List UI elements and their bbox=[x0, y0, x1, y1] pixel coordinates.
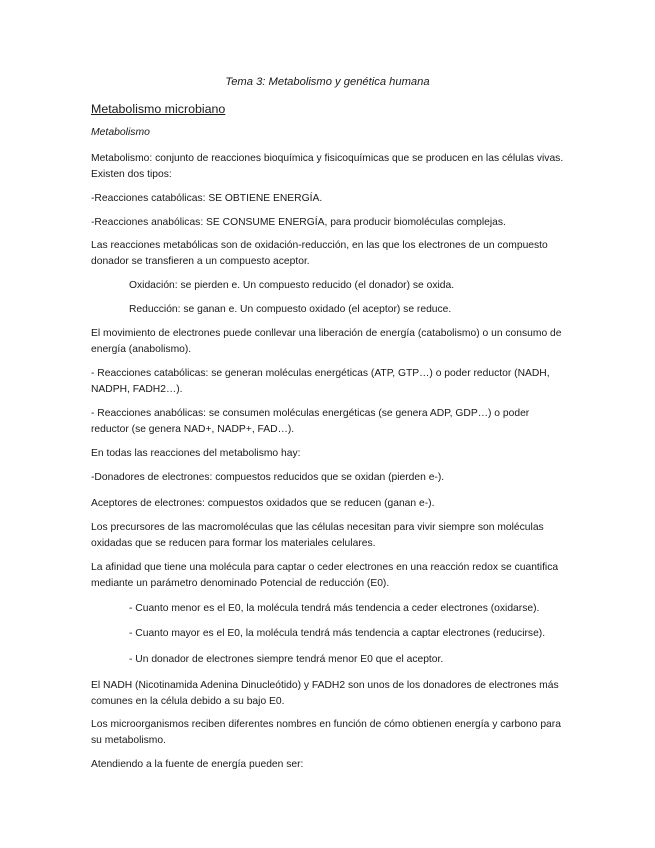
paragraph: Atendiendo a la fuente de energía pueden ser: bbox=[91, 759, 304, 770]
paragraph: - Reacciones anabólicas: se consumen moléculas energéticas (se genera ADP, GDP…) o poder reductor (se genera NAD+, NADP+, FAD…). bbox=[91, 408, 530, 435]
paragraph: Aceptores de electrones: compuestos oxidados que se reducen (ganan e-). bbox=[91, 498, 435, 509]
paragraph: Metabolismo: conjunto de reacciones bioquímica y fisicoquímicas que se producen en las células vivas. Existen dos tipos: bbox=[91, 153, 564, 180]
indented-paragraph: - Cuanto mayor es el E0, la molécula tendrá más tendencia a captar electrones (reducirse). bbox=[129, 628, 546, 639]
paragraph: El NADH (Nicotinamida Adenina Dinucleótido) y FADH2 son unos de los donadores de electrones más comunes en la célula debido a su bajo E0. bbox=[91, 680, 559, 707]
paragraph: Las reacciones metabólicas son de oxidación-reducción, en las que los electrones de un compuesto donador se transfieren a un compuesto aceptor. bbox=[91, 240, 548, 267]
indented-paragraph: - Un donador de electrones siempre tendrá menor E0 que el aceptor. bbox=[129, 654, 444, 665]
indented-paragraph: - Cuanto menor es el E0, la molécula tendrá más tendencia a ceder electrones (oxidarse). bbox=[129, 603, 540, 614]
section-heading: Metabolismo microbiano bbox=[91, 102, 226, 116]
indented-paragraph: Oxidación: se pierden e. Un compuesto reducido (el donador) se oxida. bbox=[129, 280, 455, 291]
paragraph: Los microorganismos reciben diferentes nombres en función de cómo obtienen energía y carbono para su metabolismo. bbox=[91, 719, 561, 746]
paragraph: La afinidad que tiene una molécula para captar o ceder electrones en una reacción redox se cuantifica mediante un parámetro denominado Potencial de reducción (E0). bbox=[91, 562, 559, 589]
paragraph: -Donadores de electrones: compuestos reducidos que se oxidan (pierden e-). bbox=[91, 472, 445, 483]
document-title: Tema 3: Metabolismo y genética humana bbox=[225, 76, 430, 88]
indented-paragraph: Reducción: se ganan e. Un compuesto oxidado (el aceptor) se reduce. bbox=[129, 304, 452, 315]
paragraph: -Reacciones catabólicas: SE OBTIENE ENERGÍA. bbox=[91, 193, 323, 204]
paragraph: -Reacciones anabólicas: SE CONSUME ENERGÍA, para producir biomoléculas complejas. bbox=[91, 217, 506, 228]
paragraph: - Reacciones catabólicas: se generan moléculas energéticas (ATP, GTP…) o poder reductor (NADH, NADPH, FADH2…). bbox=[91, 368, 550, 395]
subsection-heading: Metabolismo bbox=[91, 127, 150, 138]
paragraph: En todas las reacciones del metabolismo hay: bbox=[91, 448, 301, 459]
paragraph: El movimiento de electrones puede conllevar una liberación de energía (catabolismo) o un consumo de energía (anabolismo). bbox=[91, 328, 562, 355]
paragraph: Los precursores de las macromoléculas que las células necesitan para vivir siempre son moléculas oxidadas que se reducen para formar los materiales celulares. bbox=[91, 522, 544, 549]
